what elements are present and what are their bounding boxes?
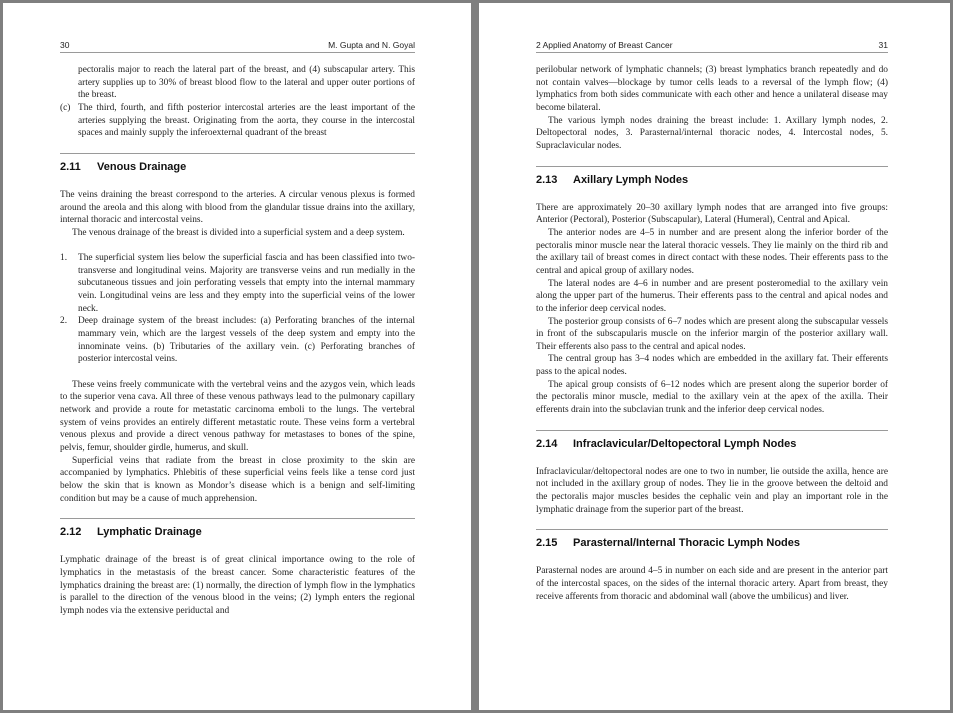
list-text: The third, fourth, and fifth posterior intercostal arteries are the least important of the arteries supplying the breast. Originating from the aorta, they course in the intercostal spaces and mainly supply the inferoexternal quadrant of the breast xyxy=(78,102,415,139)
paragraph: Parasternal nodes are around 4–5 in number on each side and are present in the anterior part of the intercostal spaces, on the sides of the internal thoracic artery. Apart from breast, they receive afferents from thoracic and abdominal wall (above the umbilicus) and liver. xyxy=(536,566,888,602)
paragraph: Infraclavicular/deltopectoral nodes are one to two in number, lie outside the axilla, hence are not included in the axillary group of nodes. They lie in the groove between the deltoid and the pectoralis major muscles besides the cephalic vein and play an important role in the lymphatic drainage from the superior part of the breast. xyxy=(536,466,888,515)
section-title: Infraclavicular/Deltopectoral Lymph Nodes xyxy=(573,437,797,450)
paragraph: The various lymph nodes draining the breast include: 1. Axillary lymph nodes, 2. Deltopectoral nodes, 3. Parasternal/internal thoracic nodes, 4. Intercostal nodes, 5. Supraclavicular nodes. xyxy=(536,115,888,151)
paragraph: The posterior group consists of 6–7 nodes which are present along the subscapular vessels in front of the subscapularis muscle on the inferior margin of the posterior axillary wall. Their efferents also pass to the central and apical nodes. xyxy=(536,316,888,352)
section-number: 2.13 xyxy=(536,173,558,186)
header-rule xyxy=(536,52,888,53)
page-body xyxy=(536,64,888,603)
section-title: Venous Drainage xyxy=(97,160,187,173)
list-marker: 1. xyxy=(60,253,68,264)
section-heading-2-13 xyxy=(536,166,888,202)
paragraph: There are approximately 20–30 axillary lymph nodes that are arranged into five groups: Anterior (Pectoral), Posterior (Subscapular), Lateral (Humeral), Central and Apical. xyxy=(536,202,888,226)
section-title: Parasternal/Internal Thoracic Lymph Nodes xyxy=(573,537,800,550)
paragraph: These veins freely communicate with the vertebral veins and the azygos vein, which leads to the superior vena cava. All three of these venous pathways lead to the pulmonary capillary network and provide a route for metastatic carcinoma emboli to the lungs. The vertebral system of veins provides an entirely different metastatic route. These veins form a vertebral venous plexus and provide a direct venous pathway for metastases to bones of the spine, pelvis, femur, shoulder girdle, humerus, and skull. xyxy=(60,379,415,453)
page-number: 30 xyxy=(60,40,70,50)
section-heading-2-12 xyxy=(60,518,415,554)
list-marker: (c) xyxy=(60,102,71,113)
section-title: Lymphatic Drainage xyxy=(97,526,202,539)
section-number: 2.15 xyxy=(536,537,558,550)
paragraph: The central group has 3–4 nodes which are embedded in the axillary fat. Their efferents pass to the apical nodes. xyxy=(536,354,888,378)
paragraph: The venous drainage of the breast is divided into a superficial system and a deep system. xyxy=(72,227,405,238)
paragraph: Lymphatic drainage of the breast is of great clinical importance owing to the role of lymphatics in the metastasis of the breast cancer. Some characteristic features of the lymphatics draining the breast are: (1) normally, the direction of lymph flow in the lymphatics is parallel to the direction of the venous blood in the veins; (2) lymph enters the regional lymph nodes via the extensive periductal and xyxy=(60,555,415,616)
section-heading-2-14 xyxy=(536,430,888,466)
paragraph: Superficial veins that radiate from the breast in close proximity to the skin are accompanied by lymphatics. Phlebitis of these superficial veins feels like a tense cord just below the skin that is known as Mondor’s disease which is a benign and self-limiting condition but may be a cause of much apprehension. xyxy=(60,455,415,504)
list-item xyxy=(60,315,415,366)
paragraph: The anterior nodes are 4–5 in number and are present along the inferior border of the pectoralis minor muscle near the lateral thoracic vessels. They lie mainly on the third rib and the axillary tail of breast comes in direct contact with these nodes. Their efferents pass to the central and apical group of axillary nodes. xyxy=(536,227,888,276)
section-heading-2-15 xyxy=(536,529,888,565)
paragraph: The apical group consists of 6–12 nodes which are present along the superior border of the pectoralis minor muscle, medial to the axillary vein at the apex of the axilla. Their efferents drain into the subclavian trunk and the inferior deep cervical nodes. xyxy=(536,379,888,416)
paragraph: The lateral nodes are 4–6 in number and are present posteromedial to the axillary vein along the upper part of the humerus. Their efferents pass to the central and apical nodes and to the inferior deep cervical nodes. xyxy=(536,278,888,314)
section-number: 2.12 xyxy=(60,526,82,539)
section-title: Axillary Lymph Nodes xyxy=(573,173,689,186)
paragraph: The veins draining the breast correspond to the arteries. A circular venous plexus is formed around the areola and this along with blood from the glandular tissue drains into the axillary, internal thoracic and intercostal veins. xyxy=(60,189,415,226)
list-item xyxy=(60,102,415,140)
list-text: The superficial system lies below the superficial fascia and has been classified into two- transverse and longitudinal veins. Majority are transverse veins and run medially in the subcutaneous tissues and join perforating vessels that empty into the internal mammary vein. Longitudinal veins are less and they empty into the superficial veins of the lower neck. xyxy=(78,253,415,314)
list-item xyxy=(60,252,415,315)
continuation-paragraph: pectoralis major to reach the lateral part of the breast, and (4) subscapular artery. This artery supplies up to 30% of breast blood flow to the lateral and upper outer portions of the breast. xyxy=(78,65,415,101)
section-number: 2.14 xyxy=(536,437,558,450)
header-rule xyxy=(60,52,415,53)
right-page xyxy=(479,3,950,710)
list-marker: 2. xyxy=(60,316,68,327)
left-page xyxy=(3,3,471,710)
section-heading-2-11 xyxy=(60,153,415,189)
section-number: 2.11 xyxy=(60,160,81,173)
list-text: Deep drainage system of the breast includes: (a) Perforating branches of the internal mammary vein, which are the largest vessels of the deep system and empty into the innominate veins. (b) Tributaries of the axillary vein. (c) Perforating branches of posterior intercostal veins. xyxy=(78,316,415,365)
paragraph: perilobular network of lymphatic channels; (3) breast lymphatics branch repeatedly and do not contain valves—blockage by tumor cells leads to a reversal of the lymph flow; (4) lymphatics from both sides communicate with each other and hence a unilateral disease may become bilateral. xyxy=(536,65,888,113)
running-head: 2 Applied Anatomy of Breast Cancer xyxy=(536,40,673,50)
page-body xyxy=(60,64,415,618)
running-head: M. Gupta and N. Goyal xyxy=(328,40,415,50)
page-number: 31 xyxy=(878,40,888,50)
